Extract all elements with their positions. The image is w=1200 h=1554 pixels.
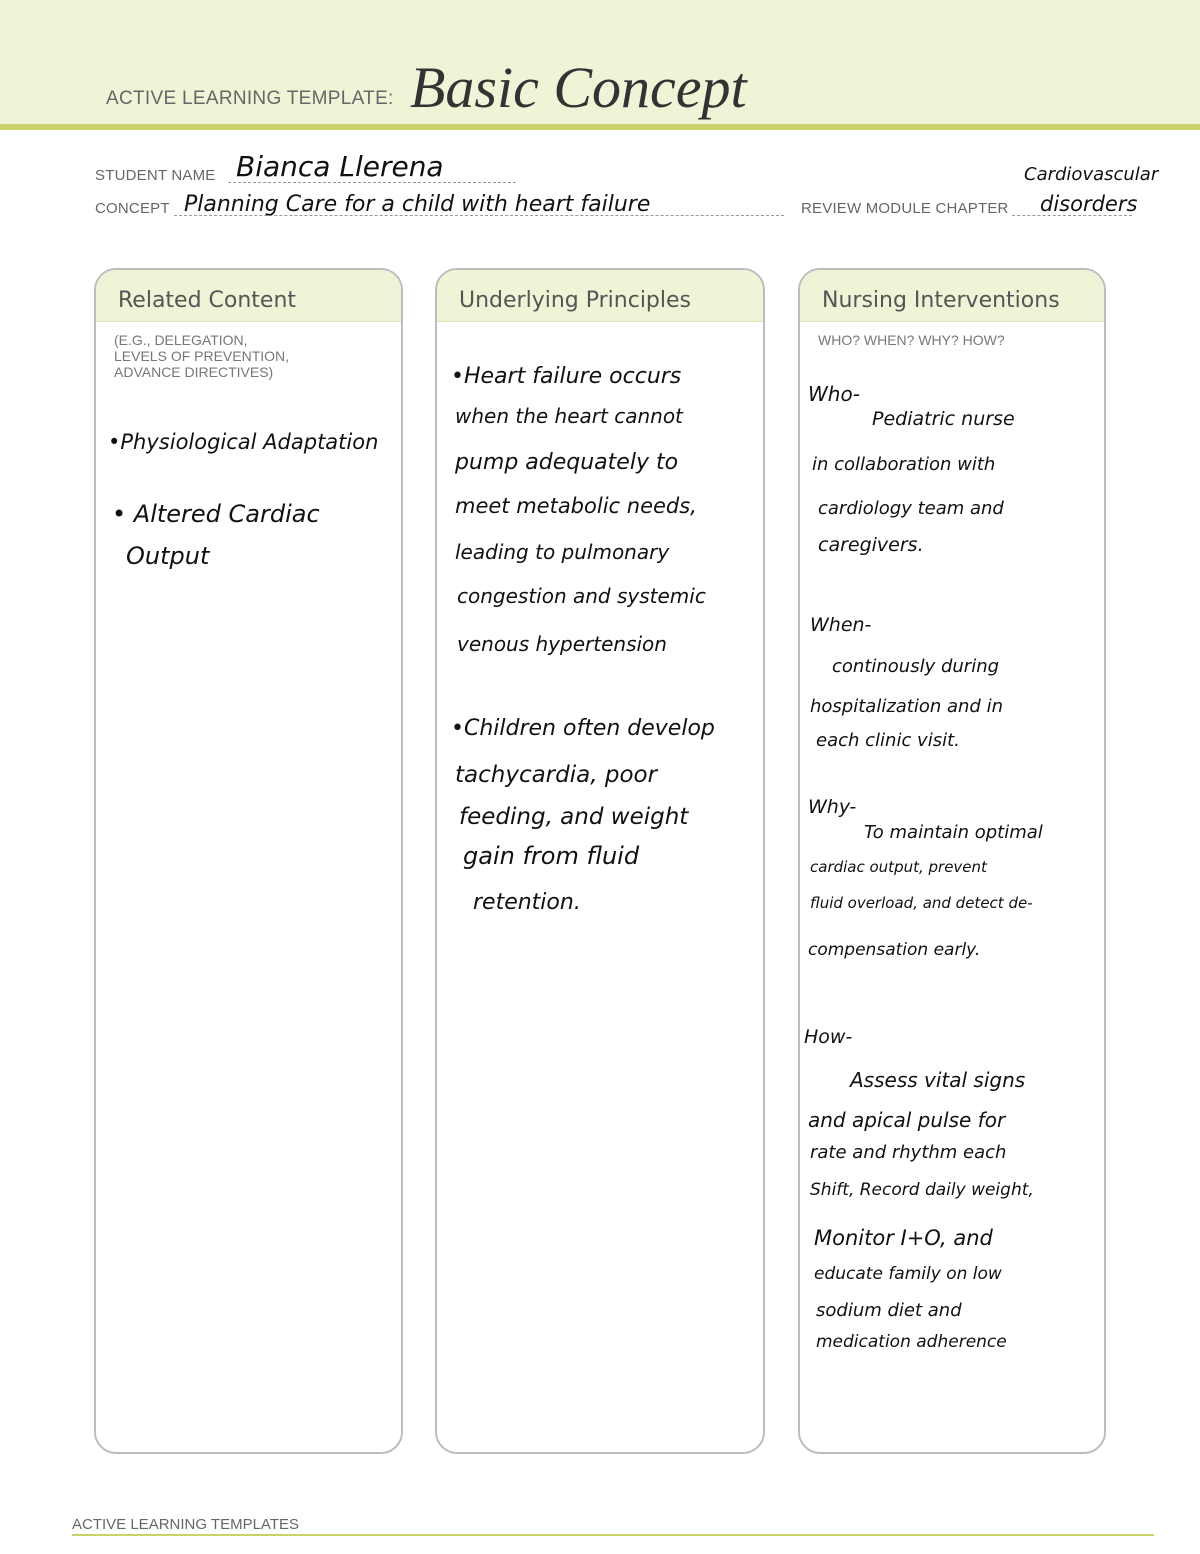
underlying-principles-title: Underlying Principles (437, 270, 763, 322)
intervention-line: continously during (832, 656, 1000, 677)
nursing-interventions-hint (818, 332, 1005, 348)
underlying-principles-panel (435, 268, 765, 1454)
header-rule (0, 124, 1200, 130)
review-chapter-value-line2[interactable]: disorders (1040, 192, 1138, 216)
related-content-hint (114, 332, 289, 380)
intervention-line: cardiac output, prevent (810, 858, 987, 876)
related-line: •Physiological Adaptation (108, 430, 379, 454)
related-line: Output (126, 542, 210, 570)
principle-line: retention. (473, 890, 581, 915)
principle-line: •Children often develop (451, 716, 715, 741)
nursing-interventions-title: Nursing Interventions (800, 270, 1104, 322)
concept-value[interactable]: Planning Care for a child with heart failure (184, 192, 651, 217)
principle-line: pump adequately to (455, 450, 679, 475)
student-name-value[interactable]: Bianca Llerena (236, 150, 444, 183)
principle-line: •Heart failure occurs (451, 364, 682, 389)
intervention-line: each clinic visit. (816, 730, 960, 751)
intervention-line: medication adherence (816, 1332, 1007, 1352)
intervention-line: hospitalization and in (810, 696, 1003, 717)
student-name-label: STUDENT NAME (95, 167, 216, 184)
template-label: ACTIVE LEARNING TEMPLATE: (106, 88, 394, 109)
intervention-line: How- (804, 1026, 853, 1048)
related-content-title: Related Content (96, 270, 401, 322)
principle-line: venous hypertension (457, 632, 667, 656)
intervention-line: fluid overload, and detect de- (810, 894, 1033, 912)
intervention-line: in collaboration with (812, 454, 996, 475)
page-title: Basic Concept (410, 55, 747, 120)
principle-line: leading to pulmonary (455, 540, 670, 564)
principle-line: feeding, and weight (459, 804, 689, 830)
principle-line: congestion and systemic (457, 584, 706, 608)
review-chapter-value-line1[interactable]: Cardiovascular (1024, 164, 1159, 185)
intervention-line: compensation early. (808, 940, 981, 960)
intervention-line: educate family on low (814, 1264, 1002, 1284)
principle-line: tachycardia, poor (455, 762, 658, 788)
hint-line: WHO? WHEN? WHY? HOW? (818, 332, 1005, 348)
intervention-line: rate and rhythm each (810, 1142, 1007, 1163)
principle-line: meet metabolic needs, (455, 494, 697, 518)
hint-line: LEVELS OF PREVENTION, (114, 348, 290, 364)
principle-line: gain from fluid (463, 842, 640, 870)
intervention-line: Assess vital signs (850, 1068, 1026, 1092)
concept-label: CONCEPT (95, 200, 170, 217)
hint-line: (E.G., DELEGATION, (114, 332, 248, 348)
related-content-panel (94, 268, 403, 1454)
principle-line: when the heart cannot (455, 404, 683, 428)
intervention-line: Monitor I+O, and (814, 1226, 993, 1250)
intervention-line: Pediatric nurse (872, 408, 1015, 430)
related-line: • Altered Cardiac (112, 500, 320, 528)
nursing-interventions-panel (798, 268, 1106, 1454)
intervention-line: Who- (808, 382, 860, 406)
intervention-line: sodium diet and (816, 1300, 962, 1321)
intervention-line: When- (810, 614, 872, 636)
intervention-line: Shift, Record daily weight, (810, 1180, 1034, 1200)
review-chapter-label: REVIEW MODULE CHAPTER (801, 200, 1009, 217)
intervention-line: cardiology team and (818, 498, 1004, 519)
footer-label: ACTIVE LEARNING TEMPLATES (72, 1516, 299, 1533)
intervention-line: Why- (808, 796, 857, 818)
intervention-line: caregivers. (818, 534, 924, 556)
hint-line: ADVANCE DIRECTIVES) (114, 364, 274, 380)
footer-rule (72, 1534, 1154, 1536)
intervention-line: To maintain optimal (864, 822, 1043, 843)
intervention-line: and apical pulse for (808, 1108, 1006, 1132)
